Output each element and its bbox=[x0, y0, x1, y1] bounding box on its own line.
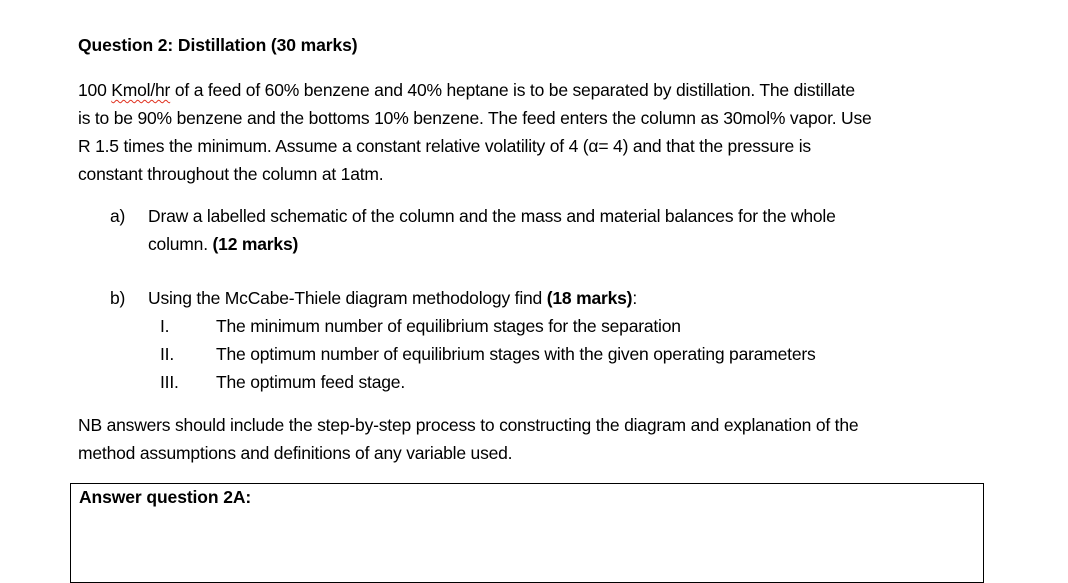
note-line-1: NB answers should include the step-by-step process to constructing the diagram and explanation of the bbox=[78, 415, 859, 435]
part-b-suffix: : bbox=[632, 288, 637, 308]
part-a bbox=[110, 202, 990, 262]
intro-line-3: R 1.5 times the minimum. Assume a constant relative volatility of 4 (α= 4) and that the pressure is bbox=[78, 136, 811, 156]
intro-line-1-prefix: 100 bbox=[78, 80, 112, 100]
part-b-marker: b) bbox=[110, 288, 126, 308]
question-heading: Question 2: Distillation (30 marks) bbox=[78, 35, 358, 55]
intro-line-1-suffix: of a feed of 60% benzene and 40% heptane is to be separated by distillation. The distillate bbox=[170, 80, 855, 100]
list-item-numeral: III. bbox=[160, 372, 179, 392]
question-intro bbox=[78, 76, 978, 188]
spellcheck-flagged-unit: Kmol/hr bbox=[111, 80, 171, 100]
part-b bbox=[110, 284, 990, 314]
list-item-text: The minimum number of equilibrium stages for the separation bbox=[216, 316, 681, 336]
part-a-marker: a) bbox=[110, 206, 126, 226]
part-a-line-2 bbox=[148, 230, 836, 258]
part-a-line-2-prefix: column. bbox=[148, 234, 213, 254]
list-item-text: The optimum number of equilibrium stages with the given operating parameters bbox=[216, 344, 816, 364]
part-a-body bbox=[148, 202, 836, 258]
part-b-marks: (18 marks) bbox=[546, 288, 633, 308]
note-line-2: method assumptions and definitions of any variable used. bbox=[78, 443, 513, 463]
list-item-text: The optimum feed stage. bbox=[216, 372, 405, 392]
intro-line-4: constant throughout the column at 1atm. bbox=[78, 164, 384, 184]
list-item-numeral: I. bbox=[160, 316, 170, 336]
part-a-marks: (12 marks) bbox=[212, 234, 299, 254]
list-item-numeral: II. bbox=[160, 344, 174, 364]
part-b-body bbox=[148, 284, 637, 312]
note-paragraph bbox=[78, 411, 858, 467]
answer-label: Answer question 2A: bbox=[79, 487, 252, 507]
part-b-prefix: Using the McCabe-Thiele diagram methodology find bbox=[148, 288, 547, 308]
intro-line-2: is to be 90% benzene and the bottoms 10% benzene. The feed enters the column as 30mol% vapor. Use bbox=[78, 108, 872, 128]
answer-box[interactable] bbox=[70, 483, 984, 583]
intro-line-1 bbox=[78, 76, 978, 104]
part-a-line-1: Draw a labelled schematic of the column and the mass and material balances for the whole bbox=[148, 206, 836, 226]
